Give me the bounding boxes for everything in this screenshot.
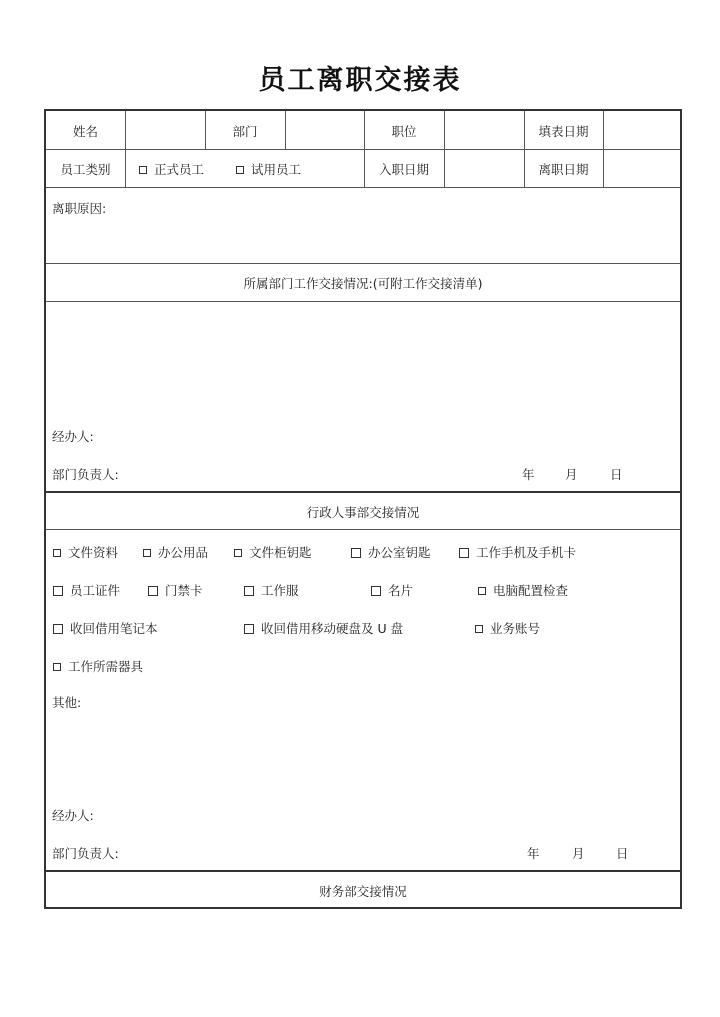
checkbox-label: 文件资料 [68,545,119,560]
label-fill-date: 填表日期 [538,124,589,139]
dept-field[interactable] [287,114,363,147]
checkbox-icon [475,625,483,633]
label-dept: 部门 [232,124,258,139]
checkbox-access-card[interactable] [148,581,203,599]
checkbox-laptop[interactable] [53,619,158,637]
col-divider [125,111,126,187]
checkbox-icon [53,586,63,596]
checkbox-label: 业务账号 [490,621,541,636]
checkbox-cabinet-key[interactable] [234,543,312,561]
checkbox-label: 电脑配置检查 [493,583,569,598]
checkbox-office-key[interactable] [351,543,431,561]
form-table [44,109,682,909]
checkbox-icon [459,548,469,558]
checkbox-icon [143,549,151,557]
checkbox-label: 办公室钥匙 [368,545,431,560]
checkbox-business-card[interactable] [371,581,413,599]
label-hire-date: 入职日期 [378,162,429,177]
section-divider [46,870,680,872]
checkbox-icon [244,624,254,634]
date-year: 年 [522,467,535,482]
label-dept-handler: 经办人: [52,429,94,444]
checkbox-documents[interactable] [53,543,118,561]
checkbox-label: 工作手机及手机卡 [476,545,577,560]
dept-section-header: 所属部门工作交接情况:(可附工作交接清单) [243,276,483,291]
date-month: 月 [572,846,585,861]
label-dept-head: 部门负责人: [52,467,119,482]
checkbox-business-account[interactable] [475,619,540,637]
checkbox-hard-drive[interactable] [244,619,403,637]
date-day: 日 [610,467,623,482]
date-year: 年 [527,846,540,861]
label-position: 职位 [391,124,417,139]
fill-date-field[interactable] [605,114,679,147]
row-divider [46,187,680,188]
checkbox-icon [478,587,486,595]
checkbox-icon [53,663,61,671]
label-reason: 离职原因: [52,201,107,216]
checkbox-formal[interactable] [139,160,204,178]
checkbox-work-phone[interactable] [459,543,576,561]
checkbox-label: 收回借用移动硬盘及 U 盘 [261,621,404,636]
checkbox-icon [53,549,61,557]
dept-handover-field[interactable] [52,309,672,419]
checkbox-icon [236,166,244,174]
position-field[interactable] [446,114,522,147]
hire-date-field[interactable] [446,152,522,185]
checkbox-employee-id[interactable] [53,581,120,599]
date-month: 月 [565,467,578,482]
reason-field[interactable] [52,217,672,259]
name-field[interactable] [127,114,203,147]
finance-section-header: 财务部交接情况 [319,884,407,899]
checkbox-icon [234,549,242,557]
label-leave-date: 离职日期 [538,162,589,177]
label-category: 员工类别 [60,162,111,177]
row-divider [46,263,680,264]
row-divider [46,529,680,530]
admin-section-header: 行政人事部交接情况 [306,505,420,520]
label-other: 其他: [52,695,82,710]
checkbox-icon [371,586,381,596]
page-title: 员工离职交接表 [258,65,462,96]
checkbox-work-tools[interactable] [53,657,143,675]
col-divider [285,111,286,149]
col-divider [603,111,604,187]
row-divider [46,301,680,302]
section-divider [46,491,680,493]
checkbox-label: 办公用品 [158,545,209,560]
checkbox-label: 收回借用笔记本 [70,621,158,636]
label-admin-handler: 经办人: [52,808,94,823]
label-name: 姓名 [72,124,98,139]
date-day: 日 [616,846,629,861]
checkbox-label: 工作所需器具 [68,659,144,674]
leave-date-field[interactable] [605,152,679,185]
row-divider [46,149,680,150]
label-admin-head: 部门负责人: [52,846,119,861]
checkbox-label: 工作服 [261,583,299,598]
checkbox-icon [148,586,158,596]
checkbox-icon [351,548,361,558]
checkbox-label: 名片 [388,583,414,598]
checkbox-label: 文件柜钥匙 [249,545,312,560]
checkbox-office-supplies[interactable] [143,543,208,561]
checkbox-trial[interactable] [236,160,301,178]
checkbox-label: 员工证件 [70,583,121,598]
checkbox-label: 门禁卡 [165,583,203,598]
checkbox-icon [53,624,63,634]
checkbox-icon [244,586,254,596]
other-field[interactable] [52,711,672,801]
checkbox-label: 正式员工 [154,162,205,177]
col-divider [444,111,445,187]
checkbox-uniform[interactable] [244,581,299,599]
checkbox-computer-check[interactable] [478,581,568,599]
checkbox-icon [139,166,147,174]
checkbox-label: 试用员工 [251,162,302,177]
